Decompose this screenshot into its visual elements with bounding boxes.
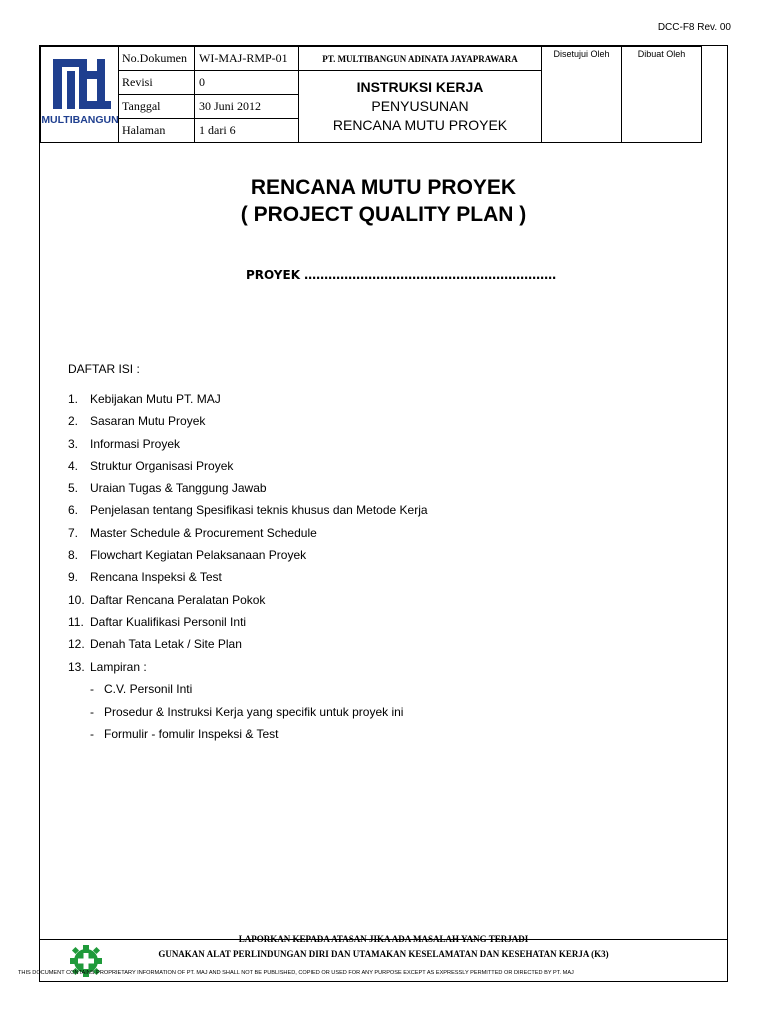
no-dokumen-label: No.Dokumen [119,47,195,71]
footer-warning-line1: LAPORKAN KEPADA ATASAN JIKA ADA MASALAH YANG TERJADI [238,934,529,944]
document-header [40,46,702,143]
disetujui-oleh-cell [542,47,622,143]
daftar-isi-heading: DAFTAR ISI : [68,362,140,376]
lampiran-item: - Formulir - fomulir Inspeksi & Test [90,727,279,741]
toc-item: 11. Daftar Kualifikasi Personil Inti [68,614,247,629]
main-title-line2: ( PROJECT QUALITY PLAN ) [240,203,527,226]
halaman-value: 1 dari 6 [195,119,299,143]
main-title [40,174,727,228]
multibangun-logo-icon [40,51,119,133]
revisi-value: 0 [195,71,299,95]
footer-warning-line2: GUNAKAN ALAT PERLINDUNGAN DIRI DAN UTAMAKAN KESELAMATAN DAN KESEHATAN KERJA (K3) [158,949,609,959]
toc-item: 1. Kebijakan Mutu PT. MAJ [68,392,221,406]
disetujui-oleh-label: Disetujui Oleh [553,49,610,59]
dibuat-oleh-cell [622,47,702,143]
toc-item: 10. Daftar Rencana Peralatan Pokok [68,592,266,607]
dibuat-oleh-label: Dibuat Oleh [637,49,686,59]
toc-item: 8. Flowchart Kegiatan Pelaksanaan Proyek [68,548,307,563]
halaman-label: Halaman [119,119,195,143]
document-title-cell [299,71,542,143]
proprietary-disclaimer: THIS DOCUMENT CONTAINS PROPRIETARY INFORMATION OF PT. MAJ AND SHALL NOT BE PUBLISHED, COPIED OR USED FOR ANY PURPOSE EXCEPT AS EXPRESSLY PERMITTED OR DIRECTED BY PT. MAJ [18,970,574,976]
title-line2: PENYUSUNAN [371,98,469,114]
toc-item: 3. Informasi Proyek [68,436,181,451]
title-line3: RENCANA MUTU PROYEK [332,117,508,133]
revisi-label: Revisi [119,71,195,95]
main-title-line1: RENCANA MUTU PROYEK [250,176,517,199]
lampiran-item: - C.V. Personil Inti [90,682,193,696]
proyek-field: PROYEK ……………………………………………………… [246,268,557,282]
toc-item: 4. Struktur Organisasi Proyek [68,458,234,473]
toc-item: 13. Lampiran : [68,659,147,674]
tanggal-value: 30 Juni 2012 [195,95,299,119]
toc-item: 7. Master Schedule & Procurement Schedule [68,525,317,540]
company-name: PT. MULTIBANGUN ADINATA JAYAPRAWARA [299,47,542,71]
toc-item: 9. Rencana Inspeksi & Test [68,570,222,585]
toc-item: 2. Sasaran Mutu Proyek [68,414,206,429]
company-logo [41,47,119,143]
table-of-contents [68,388,428,678]
lampiran-list [90,678,403,746]
toc-item: 12. Denah Tata Letak / Site Plan [68,637,242,652]
no-dokumen-value: WI-MAJ-RMP-01 [195,47,299,71]
toc-item: 5. Uraian Tugas & Tanggung Jawab [68,481,267,496]
tanggal-label: Tanggal [119,95,195,119]
toc-item: 6. Penjelasan tentang Spesifikasi teknis khusus dan Metode Kerja [68,503,428,518]
footer-divider [40,939,727,940]
title-line1: INSTRUKSI KERJA [356,79,484,95]
logo-text: MULTIBANGUN [40,114,119,126]
lampiran-item: - Prosedur & Instruksi Kerja yang specifik untuk proyek ini [90,704,404,719]
page-frame [39,45,728,982]
document-code: DCC-F8 Rev. 00 [657,22,731,33]
